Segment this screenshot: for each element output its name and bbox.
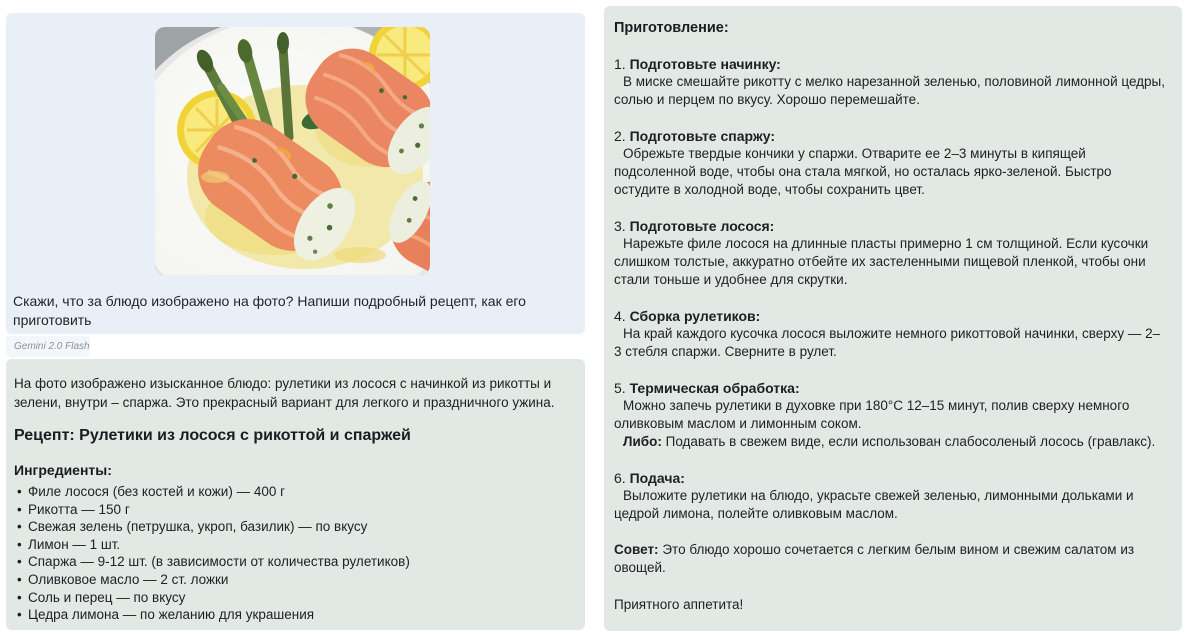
- prep-step-body: Нарежьте филе лосося на длинные пласты примерно 1 см толщиной. Если кусочки слишком толстые, аккуратно отбейте их застеленными пищевой пленкой, чтобы они стали тоньше и удобнее для скрутки.: [614, 236, 1149, 287]
- preparation-heading: Приготовление:: [614, 20, 729, 36]
- prep-step-name: Подготовьте начинку:: [629, 56, 781, 72]
- ingredient-item: • Рикотта — 150 г: [14, 501, 571, 519]
- prep-step-title: [614, 217, 1166, 235]
- tip-label: Совет:: [614, 542, 659, 557]
- prep-step-body: Выложите рулетики на блюдо, украсьте свежей зеленью, лимонными дольками и цедрой лимона, полейте оливковым маслом.: [614, 488, 1134, 521]
- prep-step-body: Обрежьте твердые кончики у спаржи. Отварите ее 2–3 минуты в кипящей подсоленной воде, чтобы она стала мягкой, но осталась ярко-зеленой. Быстро остудите в холодной воде, чтобы сохранить цвет.: [614, 146, 1112, 197]
- ingredient-item: • Оливковое масло — 2 ст. ложки: [14, 571, 571, 589]
- prep-step-title: [614, 379, 1166, 397]
- ingredient-item: • Соль и перец — по вкусу: [14, 589, 571, 607]
- ingredient-item: • Цедра лимона — по желанию для украшения: [14, 606, 571, 624]
- prep-step: [614, 379, 1166, 451]
- prep-step-name: Подготовьте спаржу:: [629, 128, 776, 144]
- prep-step: [614, 127, 1166, 199]
- prep-step-name: Сборка рулетиков:: [629, 308, 761, 324]
- ingredient-item: • Спаржа — 9-12 шт. (в зависимости от количества рулетиков): [14, 553, 571, 571]
- tip-text: Это блюдо хорошо сочетается с легким белым вином и свежим салатом из овощей.: [614, 542, 1135, 575]
- prep-step-number: 5.: [614, 380, 626, 396]
- food-photo[interactable]: [155, 27, 430, 275]
- ingredients-heading: Ингредиенты:: [14, 462, 112, 478]
- user-question-text: Скажи, что за блюдо изображено на фото? Напиши подробный рецепт, как его приготовить: [13, 293, 526, 328]
- ingredient-item: • Филе лосося (без костей и кожи) — 400 г: [14, 483, 571, 501]
- prep-step-title: [614, 469, 1166, 487]
- tip-paragraph: [614, 541, 1166, 577]
- prep-step-name: Подготовьте лосося:: [629, 218, 775, 234]
- prep-step: [614, 307, 1166, 361]
- user-message-bubble: [6, 13, 585, 334]
- prep-step-number: 6.: [614, 470, 626, 486]
- closing-text: Приятного аппетита!: [614, 597, 744, 612]
- model-label: Gemini 2.0 Flash: [14, 341, 90, 352]
- prep-step-title: [614, 127, 1166, 145]
- answer-intro: На фото изображено изысканное блюдо: рулетики из лосося с начинкой из рикотты и зелени, внутри – спаржа. Это прекрасный вариант для легкого и праздничного ужина.: [14, 376, 555, 410]
- prep-step-alternative: Либо: Подавать в свежем виде, если использован слабосоленый лосось (гравлакс).: [623, 434, 1156, 449]
- prep-step-body: В миске смешайте рикотту с мелко нарезанной зеленью, половиной лимонной цедры, солью и перцем по вкусу. Хорошо перемешайте.: [614, 74, 1165, 107]
- prep-step-number: 2.: [614, 128, 626, 144]
- food-photo-illustration: [155, 27, 430, 275]
- prep-step: [614, 217, 1166, 289]
- ingredients-list: [14, 483, 571, 624]
- prep-step: [614, 469, 1166, 523]
- ingredient-item: • Свежая зелень (петрушка, укроп, базилик) — по вкусу: [14, 518, 571, 536]
- prep-step-number: 1.: [614, 56, 626, 72]
- prep-step-body: На край каждого кусочка лосося выложите немного рикоттовой начинки, сверху — 2–3 стебля спаржи. Сверните в рулет.: [614, 326, 1161, 359]
- prep-step-title: [614, 307, 1166, 325]
- preparation-steps: [614, 55, 1166, 523]
- preparation-bubble: [604, 6, 1182, 631]
- answer-bubble: [6, 359, 585, 630]
- prep-step-number: 4.: [614, 308, 626, 324]
- prep-step: [614, 55, 1166, 109]
- prep-step-name: Подача:: [629, 470, 685, 486]
- prep-step-body: Можно запечь рулетики в духовке при 180°C 12–15 минут, полив сверху немного оливковым маслом и лимонным соком.: [614, 398, 1130, 431]
- model-label-chip: [6, 336, 90, 357]
- prep-step-number: 3.: [614, 218, 626, 234]
- prep-step-title: [614, 55, 1166, 73]
- prep-step-name: Термическая обработка:: [629, 380, 800, 396]
- ingredient-item: • Лимон — 1 шт.: [14, 536, 571, 554]
- recipe-title: Рецепт: Рулетики из лосося с рикоттой и спаржей: [14, 427, 411, 444]
